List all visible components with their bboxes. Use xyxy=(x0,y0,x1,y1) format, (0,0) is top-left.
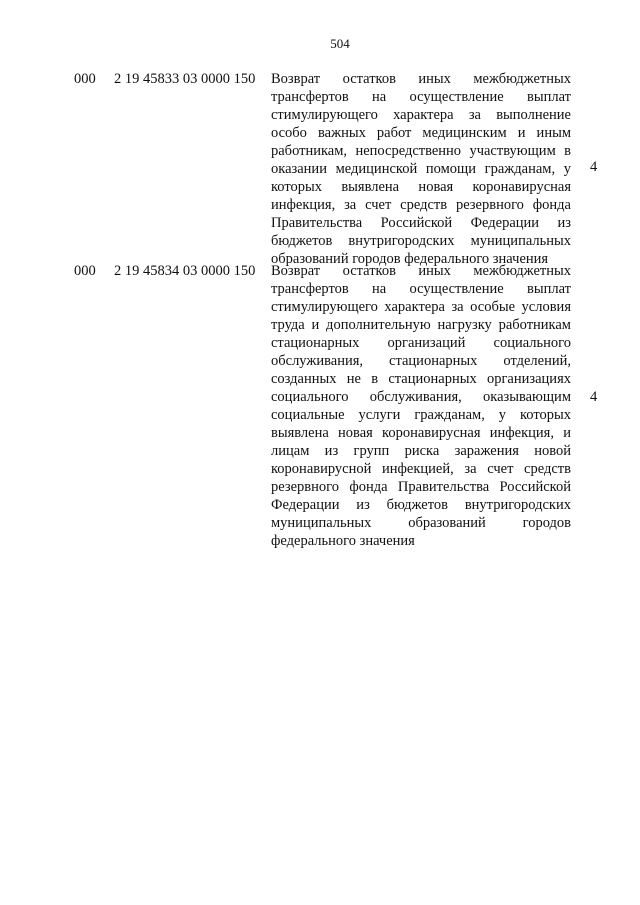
standard-value: 4 xyxy=(590,389,598,405)
page-number: 504 xyxy=(330,36,350,51)
income-description: Возврат остатков иных межбюджетных трансфертов на осуществление выплат стимулирующего характера за особые условия труда и дополнительную нагрузку работникам стационарных организаций социального обслуживания, стационарных отделений, созданных не в стационарных организациях социального обслуживания, оказывающим социальные услуги гражданам, у которых выявлена новая коронавирусная инфекция, и лицам из групп риска заражения новой коронавирусной инфекцией, за счет средств резервного фонда Правительства Российской Федерации из бюджетов внутригородских муниципальных образований городов федерального значения xyxy=(271,263,571,549)
standard-value: 4 xyxy=(590,159,598,175)
budget-classification-code: 2 19 45834 03 0000 150 xyxy=(114,263,256,279)
budget-classification-code: 2 19 45833 03 0000 150 xyxy=(114,71,256,87)
admin-code: 000 xyxy=(74,71,96,87)
income-description: Возврат остатков иных межбюджетных трансфертов на осуществление выплат стимулирующего характера за выполнение особо важных работ медицинским и иным работникам, непосредственно участвующим в оказании медицинской помощи гражданам, у которых выявлена новая коронавирусная инфекция, за счет средств резервного фонда Правительства Российской Федерации из бюджетов внутригородских муниципальных образований городов федерального значения xyxy=(271,71,571,267)
admin-code: 000 xyxy=(74,263,96,279)
